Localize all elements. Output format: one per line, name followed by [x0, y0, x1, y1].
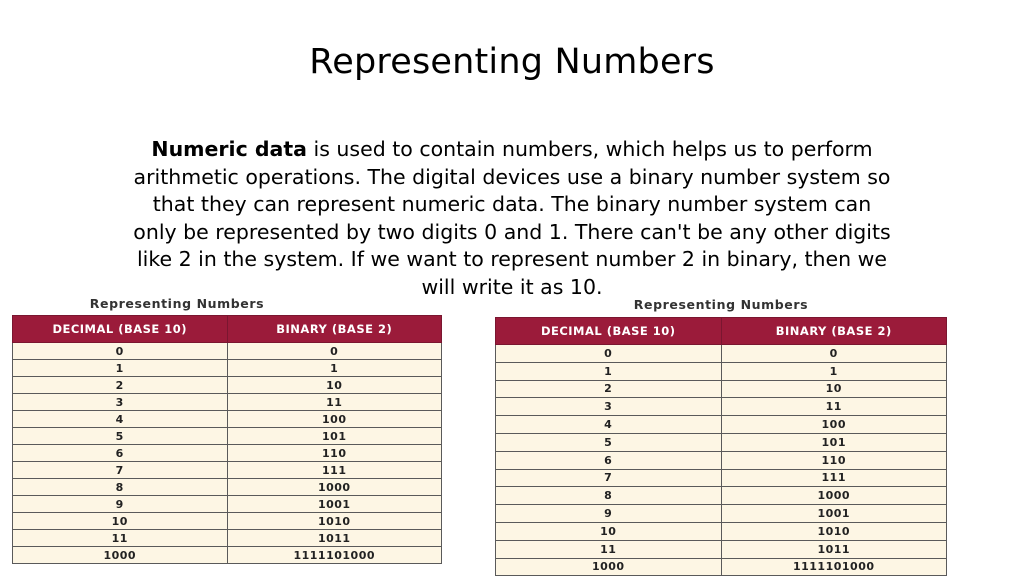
header-binary: BINARY (BASE 2) — [721, 318, 947, 345]
cell-decimal: 3 — [13, 394, 228, 411]
cell-binary: 1 — [721, 362, 947, 380]
cell-decimal: 8 — [496, 487, 722, 505]
cell-binary: 1001 — [227, 496, 442, 513]
cell-binary: 110 — [721, 451, 947, 469]
cell-decimal: 5 — [496, 433, 722, 451]
body-bold-term: Numeric data — [151, 137, 308, 161]
table-row — [496, 469, 947, 487]
cell-decimal: 7 — [13, 462, 228, 479]
cell-decimal: 5 — [13, 428, 228, 445]
table-row — [13, 530, 442, 547]
cell-decimal: 0 — [496, 345, 722, 363]
conversion-table-left — [12, 296, 442, 564]
table-header-row — [13, 316, 442, 343]
cell-decimal: 6 — [496, 451, 722, 469]
table-row — [496, 398, 947, 416]
cell-decimal: 1 — [496, 362, 722, 380]
decimal-binary-table — [495, 317, 947, 576]
table-caption: Representing Numbers — [89, 296, 265, 311]
table-row — [13, 513, 442, 530]
table-row — [13, 547, 442, 564]
cell-binary: 1000 — [227, 479, 442, 496]
cell-binary: 11 — [227, 394, 442, 411]
table-row — [496, 505, 947, 523]
table-row — [13, 411, 442, 428]
cell-decimal: 2 — [13, 377, 228, 394]
cell-binary: 0 — [721, 345, 947, 363]
cell-decimal: 1000 — [496, 558, 722, 576]
table-row — [13, 479, 442, 496]
table-row — [13, 360, 442, 377]
cell-binary: 1010 — [227, 513, 442, 530]
table-row — [13, 343, 442, 360]
table-row — [496, 362, 947, 380]
table-body — [496, 345, 947, 576]
table-row — [496, 416, 947, 434]
header-decimal: DECIMAL (BASE 10) — [13, 316, 228, 343]
cell-decimal: 11 — [13, 530, 228, 547]
header-binary: BINARY (BASE 2) — [227, 316, 442, 343]
table-row — [496, 433, 947, 451]
cell-decimal: 7 — [496, 469, 722, 487]
table-row — [13, 428, 442, 445]
table-row — [496, 487, 947, 505]
cell-binary: 1 — [227, 360, 442, 377]
cell-binary: 111 — [721, 469, 947, 487]
cell-decimal: 1000 — [13, 547, 228, 564]
table-row — [13, 394, 442, 411]
decimal-binary-table — [12, 315, 442, 564]
cell-binary: 1000 — [721, 487, 947, 505]
table-caption: Representing Numbers — [633, 297, 809, 312]
cell-binary: 10 — [721, 380, 947, 398]
cell-decimal: 1 — [13, 360, 228, 377]
cell-decimal: 10 — [13, 513, 228, 530]
cell-binary: 11 — [721, 398, 947, 416]
cell-binary: 100 — [721, 416, 947, 434]
cell-decimal: 6 — [13, 445, 228, 462]
table-row — [496, 522, 947, 540]
cell-decimal: 8 — [13, 479, 228, 496]
cell-binary: 1111101000 — [227, 547, 442, 564]
table-row — [496, 558, 947, 576]
cell-decimal: 9 — [496, 505, 722, 523]
cell-binary: 1011 — [721, 540, 947, 558]
body-text: is used to contain numbers, which helps us to perform arithmetic operations. The digital devices use a binary number system so that they can represent numeric data. The binary number system can only be represented by two digits 0 and 1. There can't be any other digits like 2 in the system. If we want to represent number 2 in binary, then we will write it as 10. — [133, 137, 891, 299]
table-row — [496, 345, 947, 363]
cell-decimal: 4 — [13, 411, 228, 428]
table-row — [13, 496, 442, 513]
cell-binary: 1010 — [721, 522, 947, 540]
slide-title: Representing Numbers — [309, 42, 715, 82]
cell-binary: 110 — [227, 445, 442, 462]
table-row — [496, 540, 947, 558]
cell-decimal: 10 — [496, 522, 722, 540]
table-row — [496, 451, 947, 469]
cell-binary: 1001 — [721, 505, 947, 523]
cell-decimal: 0 — [13, 343, 228, 360]
table-body — [13, 343, 442, 564]
cell-binary: 1111101000 — [721, 558, 947, 576]
cell-decimal: 9 — [13, 496, 228, 513]
table-row — [13, 462, 442, 479]
cell-binary: 100 — [227, 411, 442, 428]
cell-decimal: 4 — [496, 416, 722, 434]
conversion-table-right — [495, 297, 947, 576]
cell-decimal: 11 — [496, 540, 722, 558]
cell-decimal: 2 — [496, 380, 722, 398]
header-decimal: DECIMAL (BASE 10) — [496, 318, 722, 345]
cell-binary: 10 — [227, 377, 442, 394]
table-row — [13, 377, 442, 394]
table-row — [13, 445, 442, 462]
body-paragraph — [130, 136, 894, 301]
cell-binary: 101 — [721, 433, 947, 451]
cell-decimal: 3 — [496, 398, 722, 416]
table-header-row — [496, 318, 947, 345]
cell-binary: 111 — [227, 462, 442, 479]
cell-binary: 101 — [227, 428, 442, 445]
table-row — [496, 380, 947, 398]
cell-binary: 1011 — [227, 530, 442, 547]
cell-binary: 0 — [227, 343, 442, 360]
